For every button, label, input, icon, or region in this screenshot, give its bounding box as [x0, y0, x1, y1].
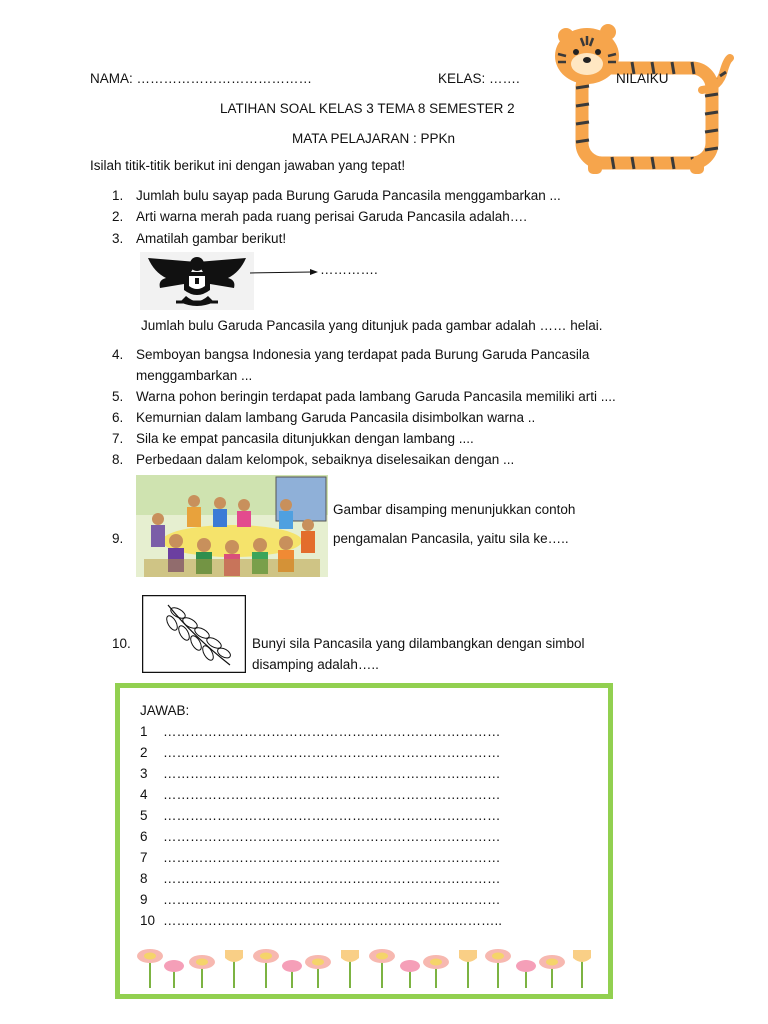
answer-line-4[interactable]: 4 ………………………………………………………………… [140, 787, 501, 802]
answer-line-5[interactable]: 5 ………………………………………………………………… [140, 808, 501, 823]
page-title: LATIHAN SOAL KELAS 3 TEMA 8 SEMESTER 2 [220, 101, 515, 116]
question-4-cont: menggambarkan ... [136, 368, 253, 383]
question-9-text: Gambar disamping menunjukkan contoh [333, 502, 576, 517]
arrow-icon [250, 266, 318, 278]
question-9-cont: pengamalan Pancasila, yaitu sila ke….. [333, 531, 569, 546]
question-8: 8. Perbedaan dalam kelompok, sebaiknya diselesaikan dengan ... [112, 452, 515, 467]
q3-followup: Jumlah bulu Garuda Pancasila yang ditunjuk pada gambar adalah …… helai. [141, 318, 603, 333]
answer-box [115, 683, 613, 999]
question-10-text: Bunyi sila Pancasila yang dilambangkan dengan simbol [252, 636, 585, 651]
question-6: 6. Kemurnian dalam lambang Garuda Pancasila disimbolkan warna .. [112, 410, 536, 425]
instruction-text: Isilah titik-titik berikut ini dengan jawaban yang tepat! [90, 158, 406, 173]
name-field[interactable]: NAMA: ………………………………… [90, 71, 313, 86]
answer-line-9[interactable]: 9 ………………………………………………………………… [140, 892, 501, 907]
discussion-group-image [136, 475, 328, 577]
tiger-frame-icon [552, 18, 734, 176]
q3-answer-dots[interactable]: …………. [320, 262, 378, 277]
question-7: 7. Sila ke empat pancasila ditunjukkan dengan lambang .... [112, 431, 474, 446]
question-4: 4. Semboyan bangsa Indonesia yang terdapat pada Burung Garuda Pancasila [112, 347, 590, 362]
paddy-cotton-icon [142, 595, 246, 673]
answer-line-1[interactable]: 1 ………………………………………………………………… [140, 724, 501, 739]
answer-line-8[interactable]: 8 ………………………………………………………………… [140, 871, 501, 886]
question-10-cont: disamping adalah….. [252, 657, 379, 672]
answer-line-6[interactable]: 6 ………………………………………………………………… [140, 829, 501, 844]
class-field[interactable]: KELAS: ……. [438, 71, 520, 86]
question-3: 3. Amatilah gambar berikut! [112, 231, 287, 246]
question-9-num: 9. [112, 531, 124, 546]
answer-line-10[interactable]: 10 ………………………………………………………..……….. [140, 913, 503, 928]
question-10-num: 10. [112, 636, 131, 651]
question-1: 1. Jumlah bulu sayap pada Burung Garuda Pancasila menggambarkan ... [112, 188, 561, 203]
answer-line-2[interactable]: 2 ………………………………………………………………… [140, 745, 501, 760]
answer-line-7[interactable]: 7 ………………………………………………………………… [140, 850, 501, 865]
score-label: NILAIKU [616, 71, 669, 86]
flower-border-icon [128, 946, 598, 988]
subject-title: MATA PELAJARAN : PPKn [292, 131, 456, 146]
answer-label: JAWAB: [140, 703, 190, 718]
answer-line-3[interactable]: 3 ………………………………………………………………… [140, 766, 501, 781]
garuda-emblem-icon [140, 252, 254, 310]
question-2: 2. Arti warna merah pada ruang perisai Garuda Pancasila adalah…. [112, 209, 527, 224]
question-5: 5. Warna pohon beringin terdapat pada lambang Garuda Pancasila memiliki arti .... [112, 389, 616, 404]
